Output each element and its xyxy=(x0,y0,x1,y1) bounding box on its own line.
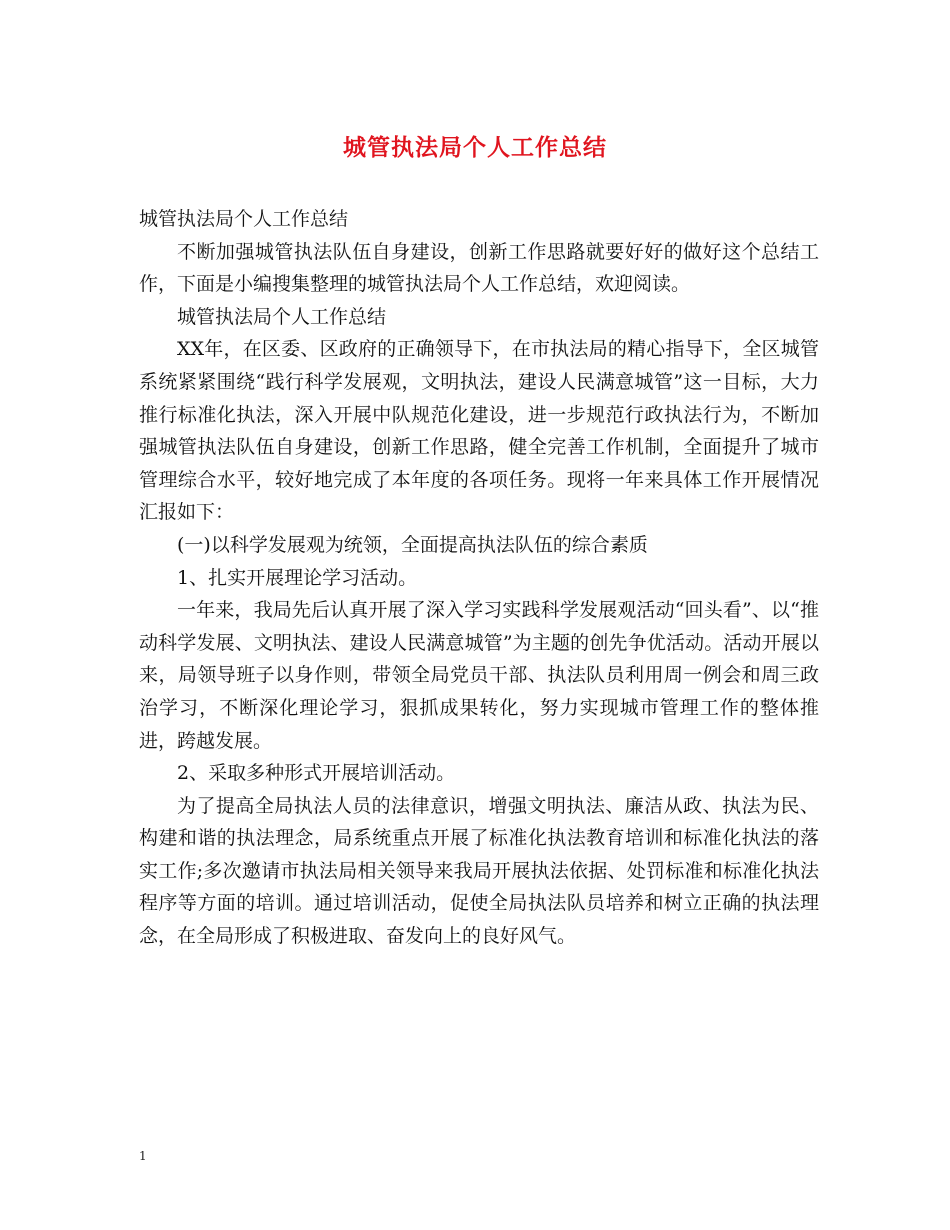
section-heading-1: (一)以科学发展观为统领，全面提高执法队伍的综合素质 xyxy=(177,533,648,556)
subsection-heading-1: 1、扎实开展理论学习活动。 xyxy=(177,566,418,589)
paragraph-study-activities: 一年来，我局先后认真开展了深入学习实践科学发展观活动“回头看”、以“推动科学发展、文明执法、建设人民满意城管”为主题的创先争优活动。活动开展以来，局领导班子以身作则，带领全局党员干部、执法队员利用周一例会和周三政治学习，不断深化理论学习，狠抓成果转化，努力实现城市管理工作的整体推进，跨越发展。 xyxy=(139,599,819,752)
paragraph-subtitle: 城管执法局个人工作总结 xyxy=(139,208,349,230)
paragraph-intro: 不断加强城管执法队伍自身建设，创新工作思路就要好好的做好这个总结工作，下面是小编搜集整理的城管执法局个人工作总结，欢迎阅读。 xyxy=(139,240,819,296)
paragraph-training: 为了提高全局执法人员的法律意识，增强文明执法、廉洁从政、执法为民、构建和谐的执法理念，局系统重点开展了标准化执法教育培训和标准化执法的落实工作;多次邀请市执法局相关领导来我局开展执法依据、处罚标准和标准化执法程序等方面的培训。通过培训活动，促使全局执法队员培养和树立正确的执法理念，在全局形成了积极进取、奋发向上的良好风气。 xyxy=(139,794,819,948)
document-body xyxy=(139,203,819,953)
page-number: 1 xyxy=(139,1149,147,1163)
document-title: 城管执法局个人工作总结 xyxy=(343,134,607,161)
subsection-heading-2: 2、采取多种形式开展培训活动。 xyxy=(177,762,456,785)
paragraph-heading: 城管执法局个人工作总结 xyxy=(177,305,387,328)
paragraph-summary: XX年，在区委、区政府的正确领导下，在市执法局的精心指导下，全区城管系统紧紧围绕“践行科学发展观，文明执法，建设人民满意城管”这一目标，大力推行标准化执法，深入开展中队规范化建设，进一步规范行政执法行为，不断加强城管执法队伍自身建设，创新工作思路，健全完善工作机制，全面提升了城市管理综合水平，较好地完成了本年度的各项任务。现将一年来具体工作开展情况汇报如下： xyxy=(139,338,819,524)
